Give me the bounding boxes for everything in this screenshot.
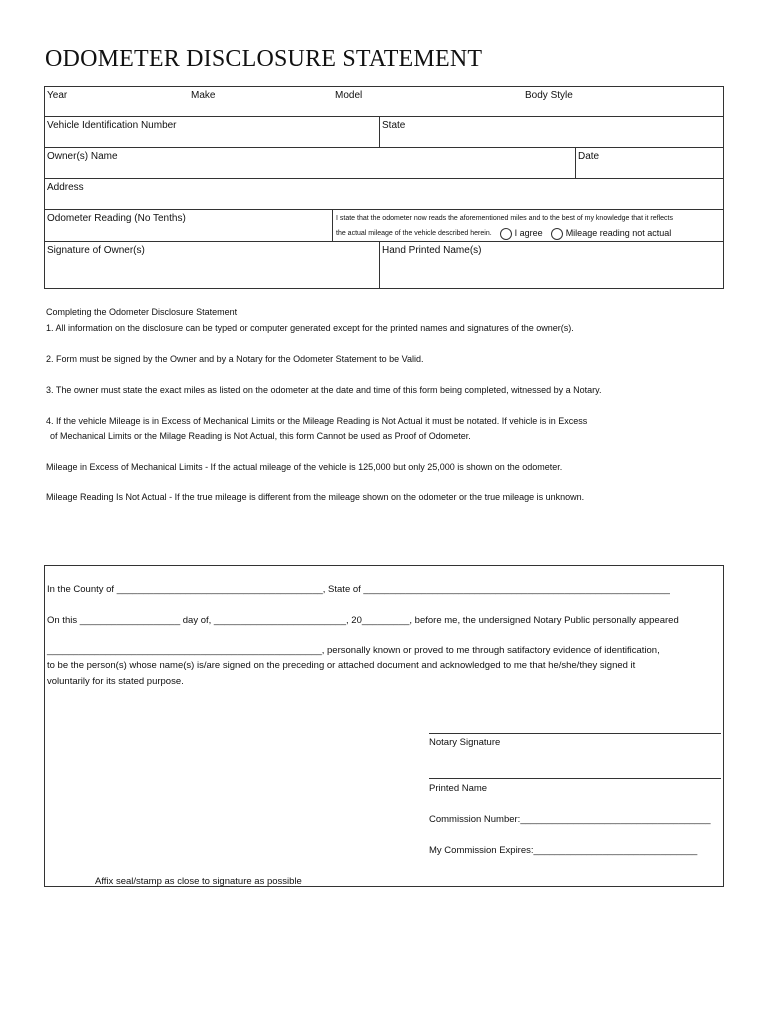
owner-signature-field[interactable] xyxy=(45,242,379,288)
make-field[interactable] xyxy=(189,87,217,116)
odometer-reading-field[interactable] xyxy=(45,210,332,241)
notary-signature-label: Notary Signature xyxy=(429,737,501,748)
signature-row xyxy=(44,242,724,289)
vin-label: Vehicle Identification Number xyxy=(47,120,177,131)
address-field[interactable] xyxy=(45,179,723,209)
vehicle-row xyxy=(44,86,724,117)
address-label: Address xyxy=(47,182,84,193)
statement-line-2: the actual mileage of the vehicle described herein. xyxy=(336,230,492,237)
instruction-2: 2. Form must be signed by the Owner and by a Notary for the Odometer Statement to be Valid. xyxy=(46,354,424,364)
odometer-reading-label: Odometer Reading (No Tenths) xyxy=(47,213,186,224)
odometer-row xyxy=(44,210,724,242)
not-actual-option[interactable] xyxy=(551,226,672,241)
commission-expires-field[interactable]: My Commission Expires:_______________________________ xyxy=(429,845,698,856)
model-field[interactable] xyxy=(333,87,364,116)
agree-label: I agree xyxy=(514,228,543,238)
hand-printed-name-field[interactable] xyxy=(379,242,723,288)
not-actual-label: Mileage reading not actual xyxy=(565,228,672,238)
agree-radio-icon[interactable] xyxy=(500,228,512,240)
person-acknowledged-line: to be the person(s) whose name(s) is/are signed on the preceding or attached document and acknowledged to me that he/she/they signed it xyxy=(47,660,636,671)
statement-options xyxy=(336,226,721,241)
not-actual-radio-icon[interactable] xyxy=(551,228,563,240)
affix-seal-note: Affix seal/stamp as close to signature as possible xyxy=(95,876,302,887)
notary-section xyxy=(44,565,724,887)
address-row xyxy=(44,179,724,210)
date-field[interactable] xyxy=(575,148,723,178)
vehicle-form xyxy=(44,86,724,289)
on-this-day-line[interactable]: On this ___________________ day of, _________________________, 20_________, before me, the undersigned Notary Public personally appeared xyxy=(47,615,679,626)
commission-number-field[interactable]: Commission Number:____________________________________ xyxy=(429,814,711,825)
agree-option[interactable] xyxy=(500,226,543,241)
instruction-4-line-1: 4. If the vehicle Mileage is in Excess of Mechanical Limits or the Mileage Reading is Not Actual it must be notated. If vehicle is in Excess xyxy=(46,416,588,426)
instruction-4-line-2: of Mechanical Limits or the Milage Reading is Not Actual, this form Cannot be used as Proof of Odometer. xyxy=(50,431,471,441)
owners-name-field[interactable] xyxy=(45,148,575,178)
printed-name-rule[interactable] xyxy=(429,778,721,779)
model-label: Model xyxy=(335,90,363,101)
year-field[interactable] xyxy=(45,87,69,116)
date-label: Date xyxy=(578,151,600,162)
instruction-1: 1. All information on the disclosure can be typed or computer generated except for the printed names and signatures of the owner(s). xyxy=(46,323,574,333)
page-title: ODOMETER DISCLOSURE STATEMENT xyxy=(45,46,483,72)
vin-row xyxy=(44,117,724,148)
not-actual-note: Mileage Reading Is Not Actual - If the true mileage is different from the mileage shown on the odometer or the true mileage is unknown. xyxy=(46,492,585,502)
owner-signature-label: Signature of Owner(s) xyxy=(47,245,145,256)
instruction-3: 3. The owner must state the exact miles as listed on the odometer at the date and time of this form being completed, witnessed by a Notary. xyxy=(46,385,602,395)
personally-known-line[interactable]: ____________________________________________________, personally known or proved to me through satifactory evidence of identification, xyxy=(47,645,660,656)
state-field[interactable] xyxy=(379,117,723,147)
make-label: Make xyxy=(191,90,216,101)
vin-field[interactable] xyxy=(45,117,379,147)
state-label: State xyxy=(382,120,406,131)
instructions-heading: Completing the Odometer Disclosure Statement xyxy=(46,307,238,317)
county-state-line[interactable]: In the County of _______________________________________, State of __________________________________________________________ xyxy=(47,584,670,595)
body-style-field[interactable] xyxy=(523,87,575,116)
owners-name-label: Owner(s) Name xyxy=(47,151,118,162)
statement-line-1: I state that the odometer now reads the aforementioned miles and to the best of my knowledge that it reflects xyxy=(336,215,673,222)
notary-signature-rule[interactable] xyxy=(429,733,721,734)
owner-row xyxy=(44,148,724,179)
year-label: Year xyxy=(47,90,68,101)
excess-mileage-note: Mileage in Excess of Mechanical Limits - If the actual mileage of the vehicle is 125,000 but only 25,000 is shown on the odometer. xyxy=(46,462,563,472)
hand-printed-name-label: Hand Printed Name(s) xyxy=(382,245,482,256)
voluntarily-line: voluntarily for its stated purpose. xyxy=(47,676,184,687)
printed-name-label: Printed Name xyxy=(429,783,488,794)
odometer-statement xyxy=(332,210,723,241)
body-style-label: Body Style xyxy=(525,90,573,101)
